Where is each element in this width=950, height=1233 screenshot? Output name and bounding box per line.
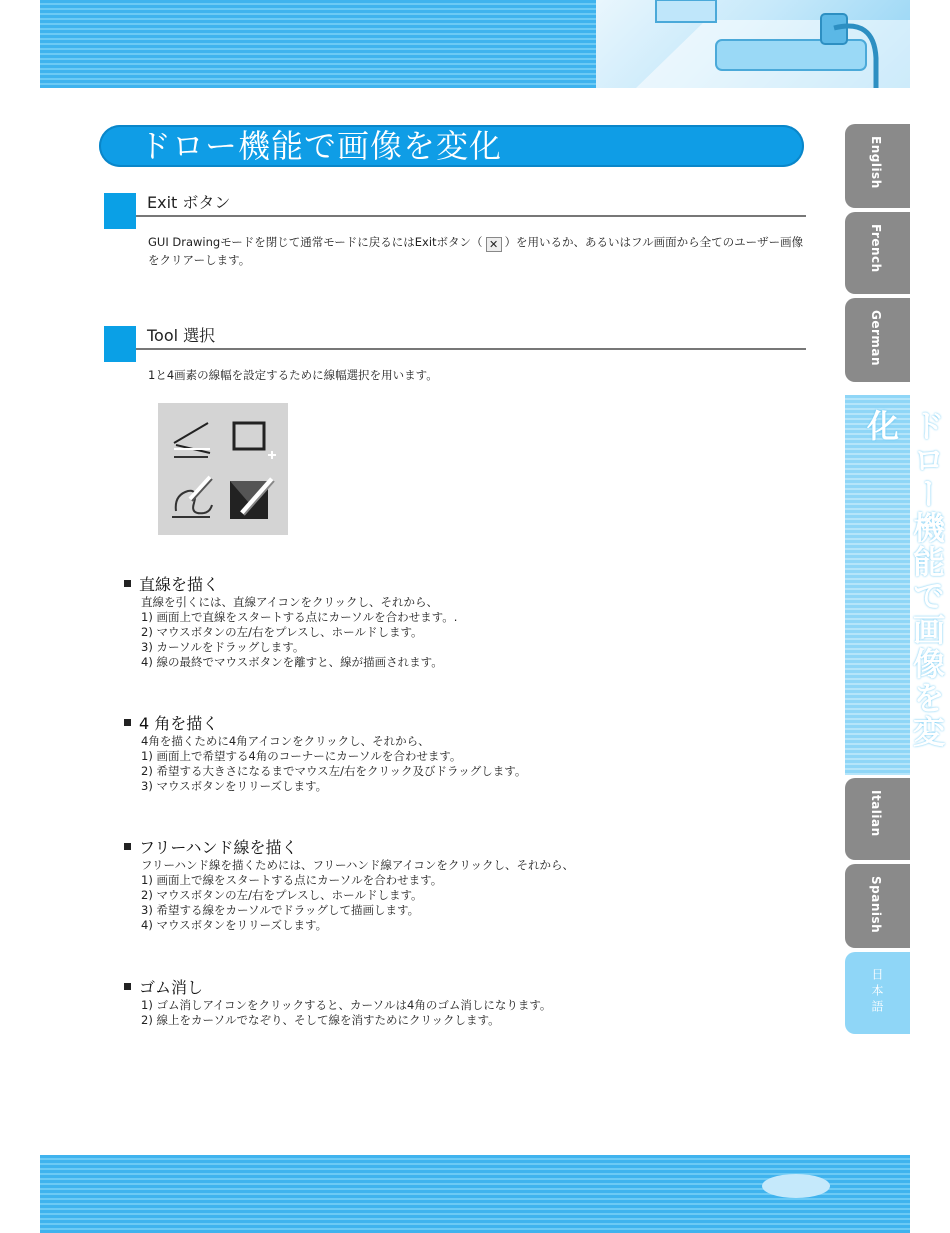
step-line: 1) 画面上で直線をスタートする点にカーソルを合わせます。. — [141, 610, 458, 624]
freehand-heading: フリーハンド線を描く — [124, 838, 574, 858]
step-line: 1) 画面上で希望する4角のコーナーにカーソルを合わせます。 — [141, 749, 462, 763]
freehand-section — [124, 838, 574, 933]
bullet-square — [124, 983, 131, 990]
eraser-tool-icon — [228, 473, 276, 523]
step-line: 3) カーソルをドラッグします。 — [141, 640, 305, 654]
exit-x-icon: ✕ — [486, 237, 502, 252]
tab-italian[interactable]: Italian — [845, 778, 910, 860]
tab-japanese[interactable]: 日本語 — [845, 952, 910, 1034]
straight-line-steps — [124, 595, 457, 670]
tab-german[interactable]: German — [845, 298, 910, 382]
eraser-section — [124, 978, 551, 1028]
step-line: 4) 線の最終でマウスボタンを離すと、線が描画されます。 — [141, 655, 443, 669]
tab-spanish[interactable]: Spanish — [845, 864, 910, 948]
page-number-oval — [762, 1174, 830, 1198]
freehand-steps — [124, 858, 574, 933]
step-line: フリーハンド線を描くためには、フリーハンド線アイコンをクリックし、それから、 — [141, 858, 574, 872]
exit-text-part1: GUI Drawingモードを閉じて通常モードに戻るにはExitボタン（ — [148, 235, 483, 249]
line-tool-icon — [170, 417, 214, 461]
tool-palette — [158, 403, 288, 535]
step-line: 3) 希望する線をカーソルでドラッグして描画します。 — [141, 903, 420, 917]
step-line: 2) 線上をカーソルでなぞり、そして線を消すためにクリックします。 — [141, 1013, 500, 1027]
step-line: 直線を引くには、直線アイコンをクリックし、それから、 — [141, 595, 439, 609]
eraser-steps — [124, 998, 551, 1028]
tool-description: 1と4画素の線幅を設定するために線幅選択を用います。 — [148, 368, 438, 382]
freehand-tool-icon — [170, 473, 218, 523]
bullet-square — [124, 719, 131, 726]
exit-description — [148, 234, 808, 269]
exit-text-part2: ）を用いるか、あるいはフル画面から全てのユーザー画像をクリアーします。 — [148, 235, 804, 267]
exit-section-title: Exit ボタン — [147, 193, 231, 212]
rectangle-tool-icon — [230, 419, 280, 465]
section-divider — [136, 348, 806, 350]
step-line: 1) ゴム消しアイコンをクリックすると、カーソルは4角のゴム消しになります。 — [141, 998, 552, 1012]
section-divider — [136, 215, 806, 217]
eraser-heading: ゴム消し — [124, 978, 551, 998]
step-line: 2) マウスボタンの左/右をプレスし、ホールドします。 — [141, 888, 423, 902]
tab-french[interactable]: French — [845, 212, 910, 294]
tab-current-section[interactable]: ドロー機能で画像を変化 — [845, 395, 910, 775]
bullet-square — [124, 843, 131, 850]
rectangle-section — [124, 714, 526, 794]
section-marker — [104, 193, 136, 229]
step-line: 4) マウスボタンをリリーズします。 — [141, 918, 328, 932]
rectangle-steps — [124, 734, 526, 794]
bullet-square — [124, 580, 131, 587]
step-line: 2) マウスボタンの左/右をプレスし、ホールドします。 — [141, 625, 423, 639]
step-line: 4角を描くために4角アイコンをクリックし、それから、 — [141, 734, 430, 748]
page-title-bar — [99, 125, 804, 167]
straight-line-section — [124, 575, 457, 670]
section-marker — [104, 326, 136, 362]
tool-section-title: Tool 選択 — [147, 326, 216, 345]
step-line: 2) 希望する大きさになるまでマウス左/右をクリック及びドラッグします。 — [141, 764, 527, 778]
straight-line-heading: 直線を描く — [124, 575, 457, 595]
header-illustration — [596, 0, 910, 88]
rectangle-heading: 4 角を描く — [124, 714, 526, 734]
step-line: 1) 画面上で線をスタートする点にカーソルを合わせます。 — [141, 873, 443, 887]
page-title: ドロー機能で画像を変化 — [139, 127, 503, 165]
step-line: 3) マウスボタンをリリーズします。 — [141, 779, 328, 793]
tab-english[interactable]: English — [845, 124, 910, 208]
